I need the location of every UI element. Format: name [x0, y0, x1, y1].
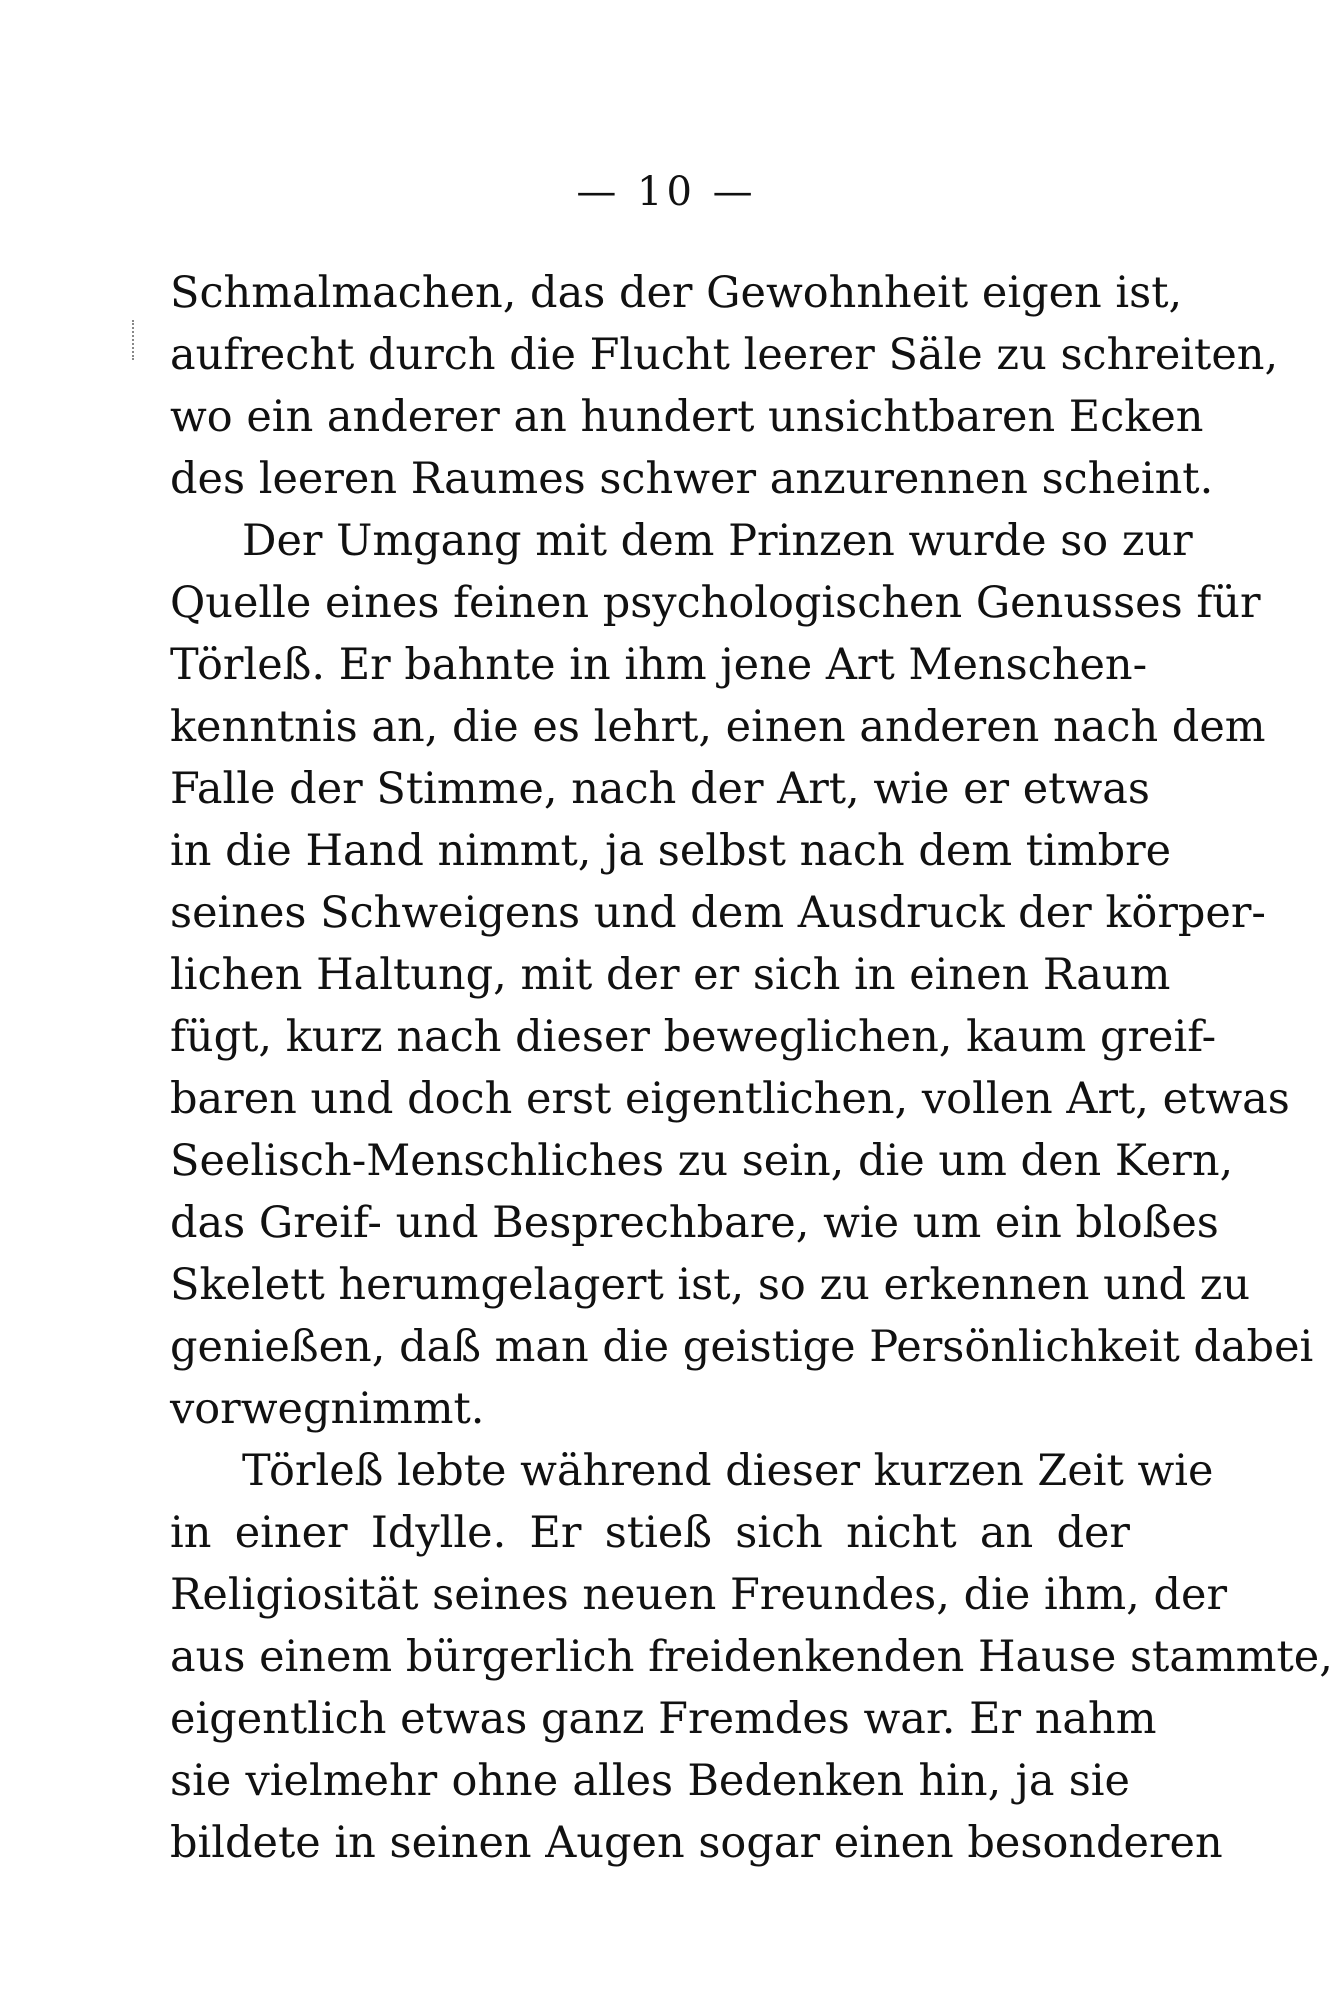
margin-speck-marks	[132, 320, 137, 360]
text-line: in einer Idylle. Er stieß sich nicht an der	[170, 1508, 1130, 1558]
text-line: des leeren Raumes schwer anzurennen scheint.	[170, 454, 1214, 504]
text-line: wo ein anderer an hundert unsichtbaren Ecken	[170, 392, 1204, 442]
text-line: Törleß lebte während dieser kurzen Zeit wie	[242, 1446, 1214, 1496]
text-line: Quelle eines feinen psychologischen Genusses für	[170, 578, 1261, 628]
text-line: vorwegnimmt.	[170, 1384, 485, 1434]
body-text	[170, 262, 1333, 1874]
text-line: Skelett herumgelagert ist, so zu erkennen und zu	[170, 1260, 1251, 1310]
text-line: genießen, daß man die geistige Persönlichkeit dabei	[170, 1322, 1314, 1372]
paragraph	[170, 262, 1279, 510]
text-line: Religiosität seines neuen Freundes, die ihm, der	[170, 1570, 1228, 1620]
page-number: — 10 —	[576, 169, 757, 215]
text-line: seines Schweigens und dem Ausdruck der körper-	[170, 888, 1266, 938]
text-line: aufrecht durch die Flucht leerer Säle zu schreiten,	[170, 330, 1279, 380]
text-line: kenntnis an, die es lehrt, einen anderen nach dem	[170, 702, 1266, 752]
paragraph	[170, 510, 1314, 1440]
text-line: aus einem bürgerlich freidenkenden Hause stammte,	[170, 1632, 1333, 1682]
text-line: in die Hand nimmt, ja selbst nach dem timbre	[170, 826, 1172, 876]
text-line: baren und doch erst eigentlichen, vollen Art, etwas	[170, 1074, 1290, 1124]
text-line: Falle der Stimme, nach der Art, wie er etwas	[170, 764, 1150, 814]
text-line: bildete in seinen Augen sogar einen besonderen	[170, 1818, 1223, 1868]
text-line: Schmalmachen, das der Gewohnheit eigen ist,	[170, 268, 1183, 318]
text-line: eigentlich etwas ganz Fremdes war. Er nahm	[170, 1694, 1157, 1744]
text-line: fügt, kurz nach dieser beweglichen, kaum greif-	[170, 1012, 1217, 1062]
text-line: sie vielmehr ohne alles Bedenken hin, ja sie	[170, 1756, 1130, 1806]
paragraph	[170, 1440, 1333, 1874]
text-line: das Greif- und Besprechbare, wie um ein bloßes	[170, 1198, 1219, 1248]
text-line: Törleß. Er bahnte in ihm jene Art Menschen-	[170, 640, 1148, 690]
text-line: lichen Haltung, mit der er sich in einen Raum	[170, 950, 1171, 1000]
text-line: Seelisch-Menschliches zu sein, die um den Kern,	[170, 1136, 1234, 1186]
text-line: Der Umgang mit dem Prinzen wurde so zur	[242, 516, 1193, 566]
